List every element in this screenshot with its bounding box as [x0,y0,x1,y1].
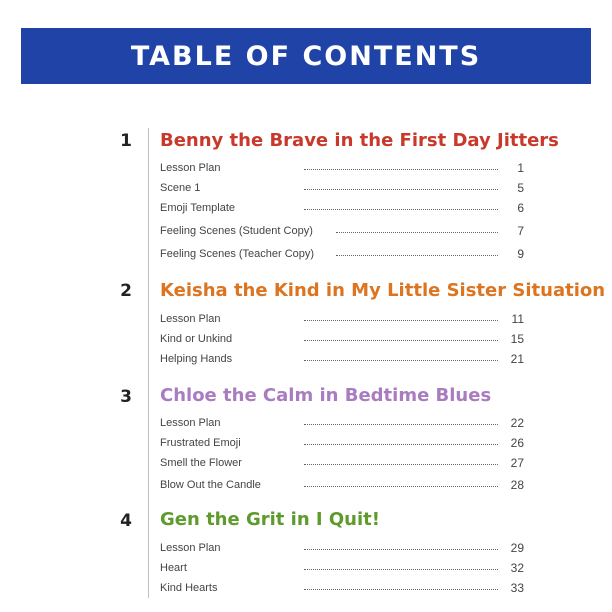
entry-label: Smell the Flower [160,457,242,469]
section-title[interactable]: Chloe the Calm in Bedtime Blues [160,385,492,406]
section-number: 1 [120,131,132,151]
toc-entry[interactable] [160,541,524,557]
section-title[interactable]: Gen the Grit in I Quit! [160,509,380,530]
entry-page-number: 32 [510,561,524,575]
entry-page-number: 6 [517,201,524,215]
entry-page-number: 15 [510,332,524,346]
entry-label: Scene 1 [160,182,201,194]
toc-entry[interactable] [160,247,524,263]
entry-label: Feeling Scenes (Student Copy) [160,225,313,237]
toc-entry[interactable] [160,181,524,197]
toc-entry[interactable] [160,161,524,177]
dot-leader [304,340,498,341]
entry-page-number: 11 [511,312,524,326]
toc-entry[interactable] [160,436,524,452]
dot-leader [304,444,498,445]
entry-label: Kind Hearts [160,582,218,594]
toc-entry[interactable] [160,581,524,597]
entry-label: Lesson Plan [160,542,221,554]
entry-page-number: 22 [510,416,524,430]
entry-page-number: 27 [510,456,524,470]
entry-page-number: 21 [510,352,524,366]
toc-entry[interactable] [160,352,524,368]
toc-entry[interactable] [160,332,524,348]
dot-leader [304,360,498,361]
entry-page-number: 28 [510,478,524,492]
toc-entry[interactable] [160,478,524,494]
dot-leader [304,486,498,487]
entry-label: Lesson Plan [160,162,221,174]
entry-label: Helping Hands [160,353,233,365]
toc-entry[interactable] [160,561,524,577]
divider-line [148,128,149,598]
entry-page-number: 33 [510,581,524,595]
dot-leader [304,209,498,210]
dot-leader [336,255,498,256]
entry-label: Feeling Scenes (Teacher Copy) [160,248,315,260]
entry-page-number: 7 [517,224,524,238]
dot-leader [304,424,498,425]
toc-entry[interactable] [160,201,524,217]
page-title: TABLE OF CONTENTS [130,40,482,72]
dot-leader [304,589,498,590]
toc-entry[interactable] [160,312,524,328]
entry-page-number: 1 [517,161,524,175]
entry-label: Emoji Template [160,202,235,214]
entry-label: Frustrated Emoji [160,437,241,449]
entry-label: Blow Out the Candle [160,479,261,491]
toc-entry[interactable] [160,416,524,432]
entry-label: Kind or Unkind [160,333,233,345]
entry-page-number: 29 [510,541,524,555]
section-number: 2 [120,281,132,301]
toc-entry[interactable] [160,456,524,472]
section-title[interactable]: Benny the Brave in the First Day Jitters [160,130,559,151]
dot-leader [304,189,498,190]
section-number: 3 [120,387,132,407]
dot-leader [304,549,498,550]
dot-leader [304,464,498,465]
entry-page-number: 5 [517,181,524,195]
entry-label: Lesson Plan [160,313,221,325]
entry-page-number: 26 [510,436,524,450]
header-banner [21,28,591,84]
dot-leader [304,169,498,170]
dot-leader [304,569,498,570]
entry-label: Heart [160,562,187,574]
entry-label: Lesson Plan [160,417,221,429]
section-number: 4 [120,511,132,531]
toc-entry[interactable] [160,224,524,240]
dot-leader [336,232,498,233]
dot-leader [304,320,498,321]
entry-page-number: 9 [517,247,524,261]
section-title[interactable]: Keisha the Kind in My Little Sister Situation [160,280,606,301]
